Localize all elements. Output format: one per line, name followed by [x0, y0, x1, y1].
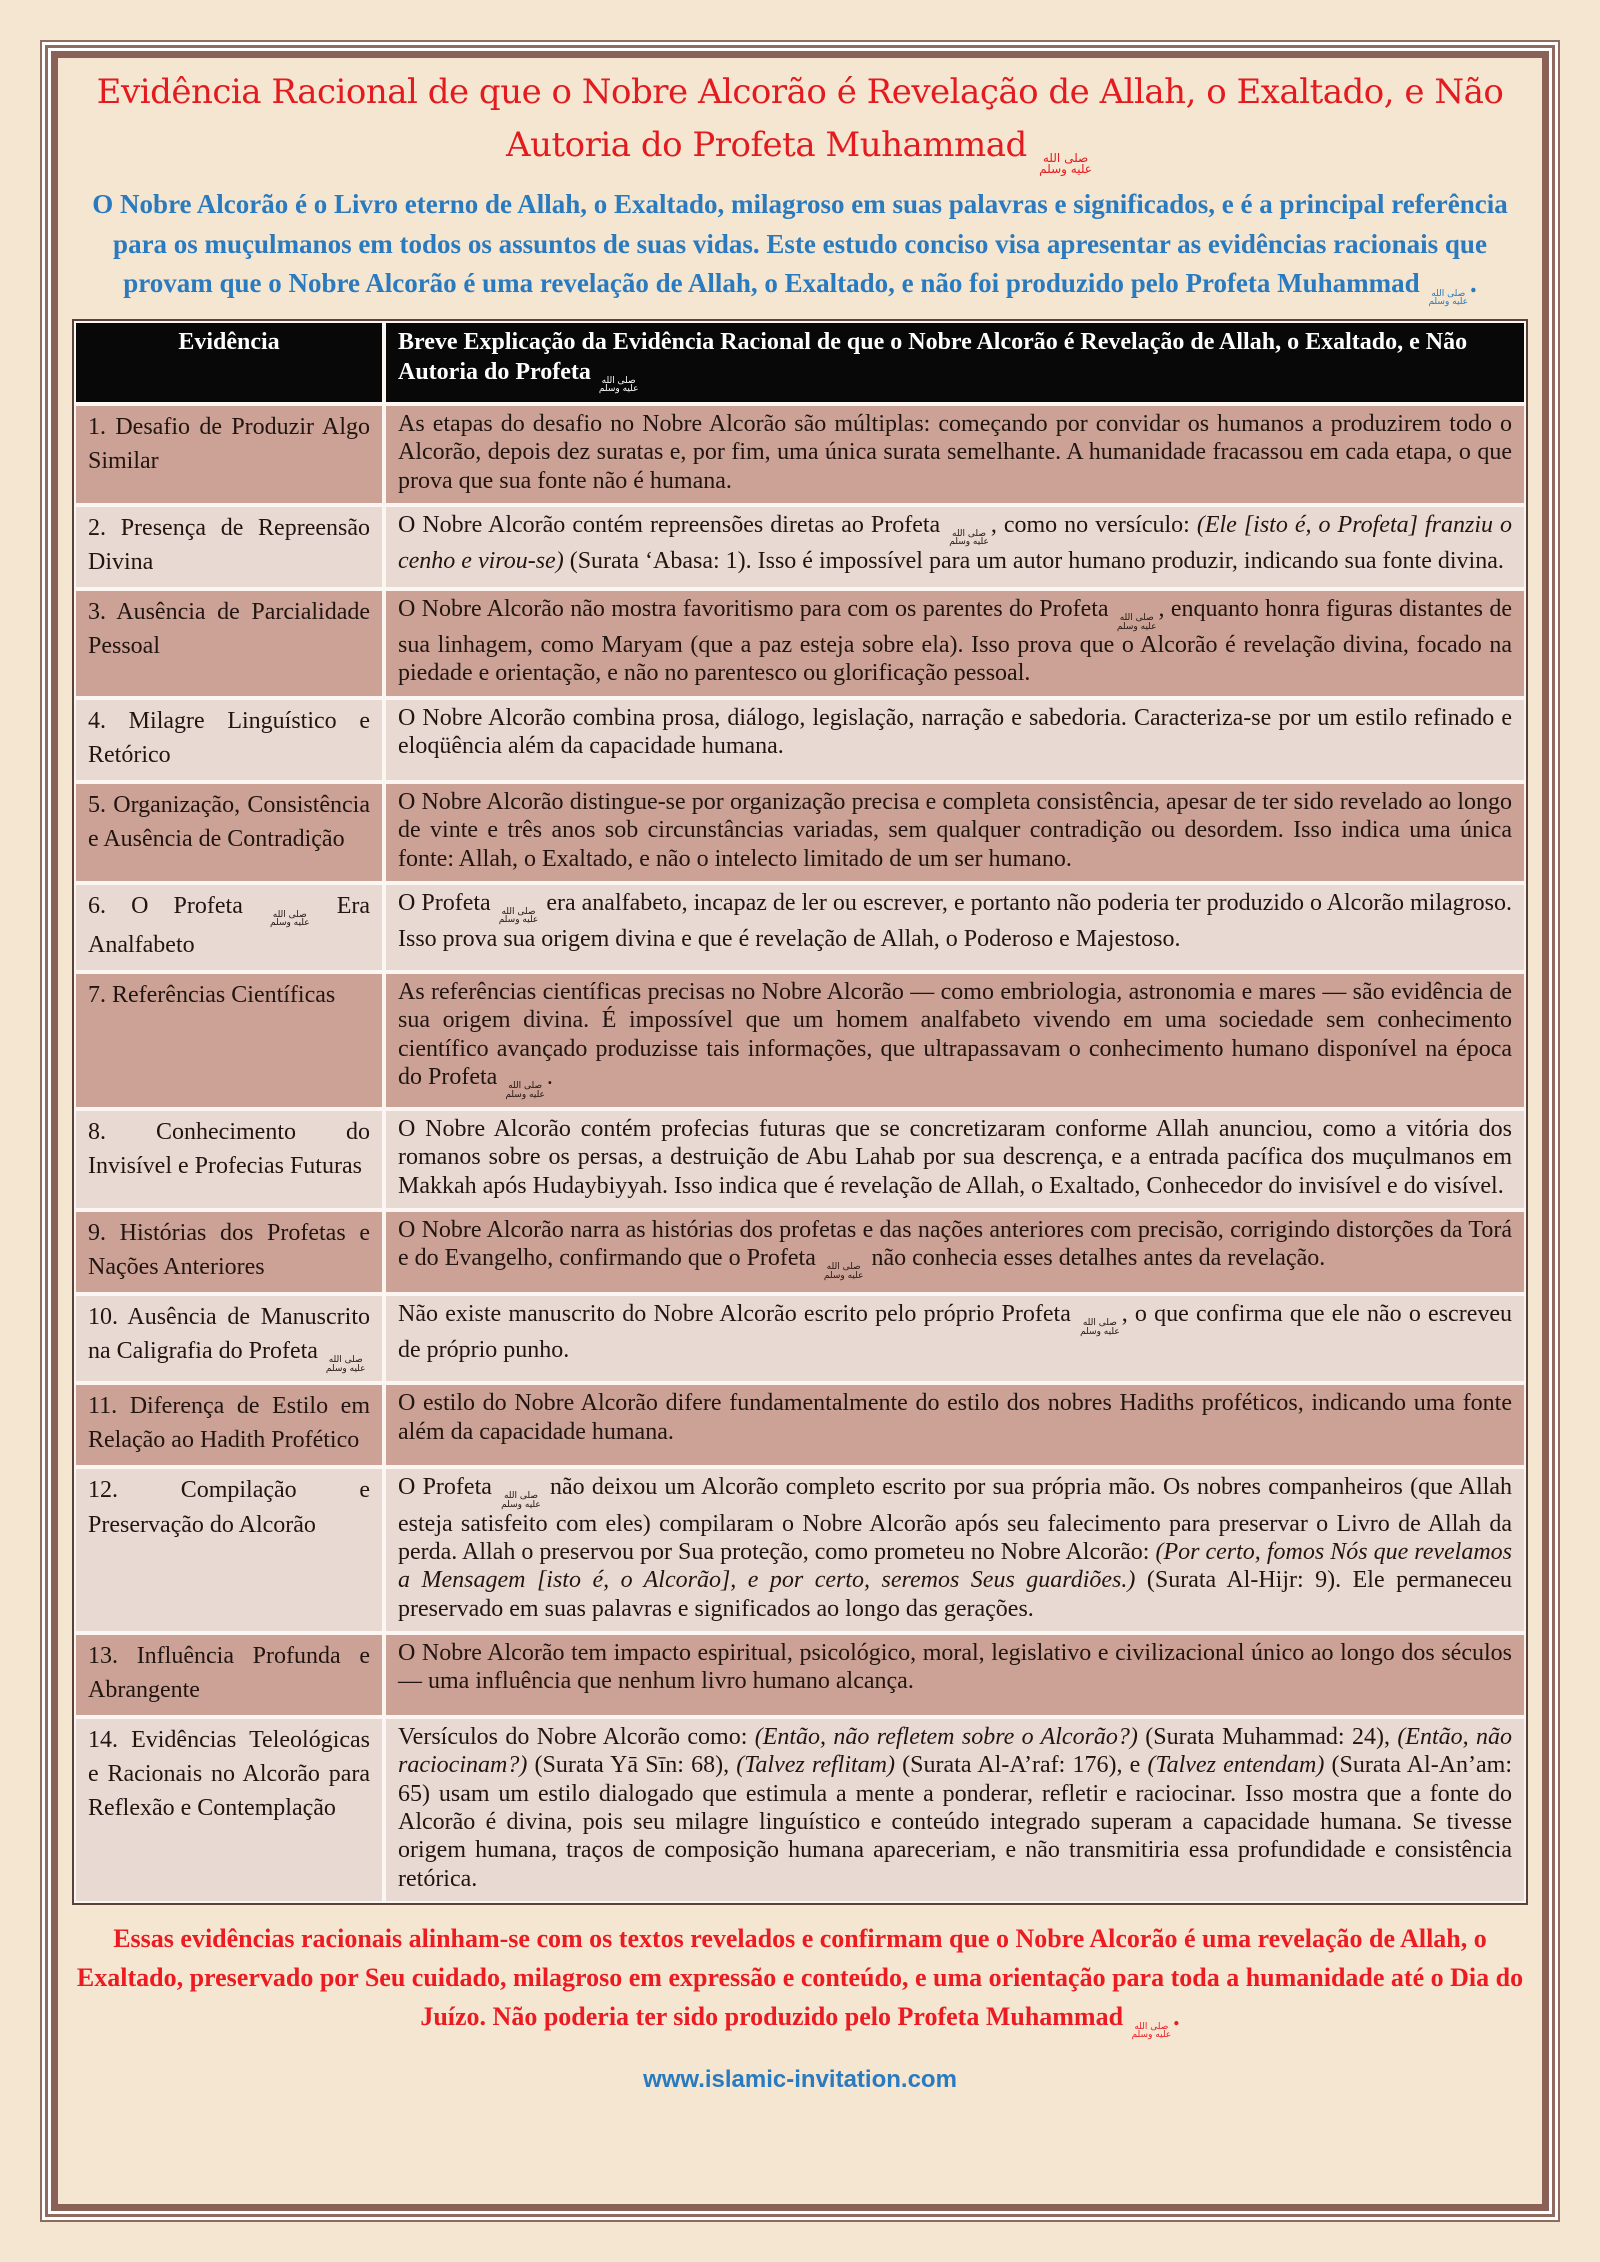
- explanation-cell: O Nobre Alcorão não mostra favoritismo para com os parentes do Profeta صلى الله عليه وسلم , enquanto honra figuras distantes de sua linhagem, como Maryam (que a paz esteja sobre ela). Isso prova que o Alcorão é revelação divina, focado na piedade e orientação, e não no parentesco ou glorificação pessoal.: [384, 589, 1526, 698]
- prophet-seal-icon: صلى الله عليه وسلم: [1428, 288, 1469, 308]
- prophet-seal-icon: صلى الله عليه وسلم: [1039, 150, 1092, 177]
- table-row: [74, 883, 1526, 972]
- table-header-evidence: Evidência: [74, 321, 384, 404]
- explanation-cell: O Profeta صلى الله عليه وسلم não deixou um Alcorão completo escrito por sua própria mão. Os nobres companheiros (que Allah esteja satisfeito com eles) compilaram o Nobre Alcorão após seu falecimento para preservar o Livro de Allah da perda. Allah o preservou por Sua proteção, como prometeu no Nobre Alcorão: (Por certo, fomos Nós que revelamos a Mensagem [isto é, o Alcorão], e por certo, seremos Seus guardiões.) (Surata Al-Hijr: 9). Ele permaneceu preservado em suas palavras e significados ao longo das gerações.: [384, 1467, 1526, 1632]
- prophet-seal-icon: صلى الله عليه وسلم: [1080, 1318, 1120, 1337]
- evidence-cell: 3. Ausência de Parcialidade Pessoal: [74, 589, 384, 698]
- explanation-cell: O Nobre Alcorão contém repreensões diretas ao Profeta صلى الله عليه وسلم , como no versículo: (Ele [isto é, o Profeta] franziu o cenho e virou-se) (Surata ‘Abasa: 1). Isso é impossível para um autor humano produzir, indicando sua fonte divina.: [384, 505, 1526, 589]
- evidence-cell: 6. O Profeta صلى الله عليه وسلم Era Analfabeto: [74, 883, 384, 972]
- evidence-cell: 4. Milagre Linguístico e Retórico: [74, 698, 384, 782]
- table-row: [74, 1210, 1526, 1294]
- table-row: [74, 1109, 1526, 1210]
- table-row: [74, 1633, 1526, 1717]
- prophet-seal-icon: صلى الله عليه وسلم: [269, 909, 310, 929]
- table-row: [74, 505, 1526, 589]
- explanation-cell: O Nobre Alcorão combina prosa, diálogo, legislação, narração e sabedoria. Caracteriza-se por um estilo refinado e eloqüência além da capacidade humana.: [384, 698, 1526, 782]
- table-row: [74, 1383, 1526, 1467]
- explanation-cell: O Profeta صلى الله عليه وسلم era analfabeto, incapaz de ler ou escrever, e portanto não poderia ter produzido o Alcorão milagroso. Isso prova sua origem divina e que é revelação de Allah, o Poderoso e Majestoso.: [384, 883, 1526, 972]
- prophet-seal-icon: صلى الله عليه وسلم: [1116, 613, 1157, 632]
- prophet-seal-icon: صلى الله عليه وسلم: [949, 528, 989, 548]
- evidence-cell: 10. Ausência de Manuscrito na Caligrafia do Profeta صلى الله عليه وسلم: [74, 1294, 384, 1383]
- intro-text: O Nobre Alcorão é o Livro eterno de Allah, o Exaltado, milagroso em suas palavras e significados, e é a principal referência para os muçulmanos em todos os assuntos de suas vidas. Este estudo conciso visa apresentar as evidências racionais que provam que o Nobre Alcorão é uma revelação de Allah, o Exaltado, e não foi produzido pelo Profeta Muhammad صلى الله عليه وسلم .: [92, 189, 1508, 308]
- prophet-seal-icon: صلى الله عليه وسلم: [823, 1262, 864, 1281]
- evidence-cell: 1. Desafio de Produzir Algo Similar: [74, 404, 384, 505]
- table-row: [74, 972, 1526, 1109]
- table-row: [74, 1294, 1526, 1383]
- prophet-seal-icon: صلى الله عليه وسلم: [498, 906, 539, 926]
- explanation-cell: O Nobre Alcorão narra as histórias dos profetas e das nações anteriores com precisão, corrigindo distorções da Torá e do Evangelho, confirmando que o Profeta صلى الله عليه وسلم não conhecia esses detalhes antes da revelação.: [384, 1210, 1526, 1294]
- prophet-seal-icon: صلى الله عليه وسلم: [598, 375, 639, 395]
- prophet-seal-icon: صلى الله عليه وسلم: [325, 1355, 366, 1374]
- explanation-cell: O Nobre Alcorão distingue-se por organização precisa e completa consistência, apesar de ter sido revelado ao longo de vinte e três anos sob circunstâncias variadas, sem qualquer contradição ou desordem. Isso indica uma única fonte: Allah, o Exaltado, e não o intelecto limitado de um ser humano.: [384, 782, 1526, 883]
- evidence-cell: 2. Presença de Repreensão Divina: [74, 505, 384, 589]
- website-link[interactable]: www.islamic-invitation.com: [643, 2065, 957, 2093]
- table-row: [74, 589, 1526, 698]
- table-row: [74, 404, 1526, 505]
- evidence-table-body: [74, 404, 1526, 1903]
- prophet-seal-icon: صلى الله عليه وسلم: [505, 1080, 545, 1100]
- explanation-cell: O Nobre Alcorão tem impacto espiritual, psicológico, moral, legislativo e civilizacional único ao longo dos séculos — uma influência que nenhum livro humano alcança.: [384, 1633, 1526, 1717]
- evidence-cell: 7. Referências Científicas: [74, 972, 384, 1109]
- evidence-cell: 9. Histórias dos Profetas e Nações Anteriores: [74, 1210, 384, 1294]
- explanation-cell: Versículos do Nobre Alcorão como: (Então, não refletem sobre o Alcorão?) (Surata Muhammad: 24), (Então, não raciocinam?) (Surata Yā Sīn: 68), (Talvez reflitam) (Surata Al-A’raf: 176), e (Talvez entendam) (Surata Al-An’am: 65) usam um estilo dialogado que estimula a mente a ponderar, refletir e raciocinar. Isso mostra que a fonte do Alcorão é divina, pois seu milagre linguístico e conteúdo integrado superam a capacidade humana. Se tivesse origem humana, traços de composição humana apareceriam, e não transmitiria essa profundidade e consistência retórica.: [384, 1717, 1526, 1903]
- explanation-cell: O Nobre Alcorão contém profecias futuras que se concretizaram conforme Allah anunciou, como a vitória dos romanos sobre os persas, a destruição de Abu Lahab por sua descrença, e a entrada pacífica dos muçulmanos em Makkah após Hudaybiyyah. Isso indica que é revelação de Allah, o Exaltado, Conhecedor do invisível e do visível.: [384, 1109, 1526, 1210]
- table-row: [74, 782, 1526, 883]
- table-row: [74, 698, 1526, 782]
- explanation-cell: Não existe manuscrito do Nobre Alcorão escrito pelo próprio Profeta صلى الله عليه وسلم , o que confirma que ele não o escreveu de próprio punho.: [384, 1294, 1526, 1383]
- explanation-cell: O estilo do Nobre Alcorão difere fundamentalmente do estilo dos nobres Hadiths proféticos, indicando uma fonte além da capacidade humana.: [384, 1383, 1526, 1467]
- table-header-explanation: Breve Explicação da Evidência Racional de que o Nobre Alcorão é Revelação de Allah, o Exaltado, e Não Autoria do Profeta صلى الله عليه وسلم: [384, 321, 1526, 404]
- evidence-cell: 5. Organização, Consistência e Ausência de Contradição: [74, 782, 384, 883]
- evidence-table: [72, 319, 1528, 1905]
- prophet-seal-icon: صلى الله عليه وسلم: [1131, 2021, 1172, 2041]
- evidence-cell: 8. Conhecimento do Invisível e Profecias Futuras: [74, 1109, 384, 1210]
- evidence-cell: 13. Influência Profunda e Abrangente: [74, 1633, 384, 1717]
- table-row: [74, 1717, 1526, 1903]
- explanation-cell: As referências científicas precisas no Nobre Alcorão — como embriologia, astronomia e mares — são evidência de sua origem divina. É impossível que um homem analfabeto vivendo em uma sociedade sem conhecimento científico avançado produzisse tais informações, que ultrapassavam o conhecimento humano disponível na época do Profeta صلى الله عليه وسلم .: [384, 972, 1526, 1109]
- prophet-seal-icon: صلى الله عليه وسلم: [501, 1491, 541, 1511]
- table-header-row: [74, 321, 1526, 404]
- evidence-cell: 14. Evidências Teleológicas e Racionais no Alcorão para Reflexão e Contemplação: [74, 1717, 384, 1903]
- conclusion-text: Essas evidências racionais alinham-se com os textos revelados e confirmam que o Nobre Alcorão é uma revelação de Allah, o Exaltado, preservado por Seu cuidado, milagroso em expressão e conteúdo, e uma orientação para toda a humanidade até o Dia do Juízo. Não poderia ter sido produzido pelo Profeta Muhammad صلى الله عليه وسلم .: [76, 1923, 1524, 2041]
- evidence-cell: 11. Diferença de Estilo em Relação ao Hadith Profético: [74, 1383, 384, 1467]
- table-row: [74, 1467, 1526, 1632]
- explanation-cell: As etapas do desafio no Nobre Alcorão são múltiplas: começando por convidar os humanos a produzirem todo o Alcorão, depois dez suratas e, por fim, uma única surata semelhante. A humanidade fracassou em cada etapa, o que prova que sua fonte não é humana.: [384, 404, 1526, 505]
- page-title: Evidência Racional de que o Nobre Alcorão é Revelação de Allah, o Exaltado, e Não Autoria do Profeta Muhammad صلى الله عليه وسلم: [96, 72, 1504, 177]
- evidence-cell: 12. Compilação e Preservação do Alcorão: [74, 1467, 384, 1632]
